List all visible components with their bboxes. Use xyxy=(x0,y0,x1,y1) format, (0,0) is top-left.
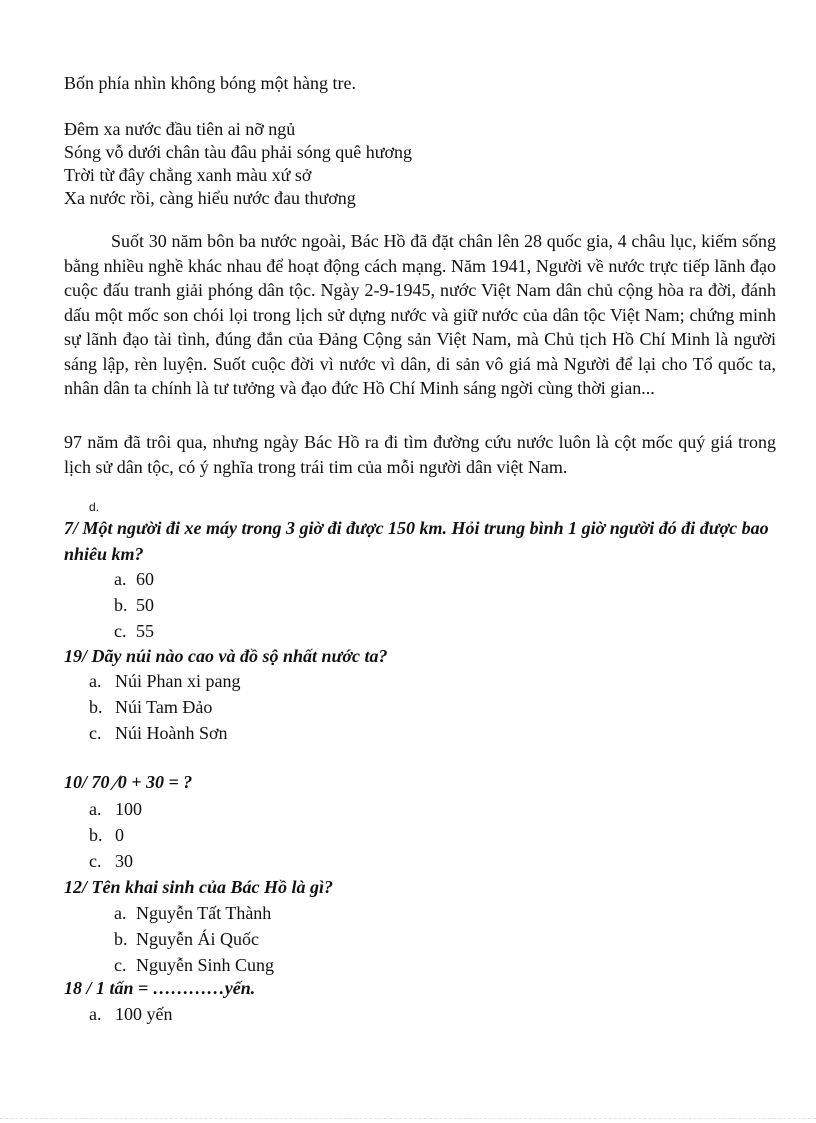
option-text: 100 xyxy=(115,799,142,819)
option-text: Nguyễn Sinh Cung xyxy=(136,955,275,975)
paragraph-bac-ho-journey: Suốt 30 năm bôn ba nước ngoài, Bác Hồ đã đặt chân lên 28 quốc gia, 4 châu lục, kiếm sống bằng nhiều nghề khác nhau để hoạt động cách mạng. Năm 1941, Người về nước trực tiếp lãnh đạo cuộc đấu tranh giải phóng dân tộc. Ngày 2-9-1945, nước Việt Nam dân chủ cộng hòa ra đời, đánh dấu một mốc son chói lọi trong lịch sử dựng nước và giữ nước của dân tộc Việt Nam; chứng minh sự lãnh đạo tài tình, đúng đắn của Đảng Cộng sản Việt Nam, mà Chủ tịch Hồ Chí Minh là người sáng lập, rèn luyện. Suốt cuộc đời vì nước vì dân, di sản vô giá mà Người để lại cho Tổ quốc ta, nhân dân ta chính là tư tưởng và đạo đức Hồ Chí Minh sáng ngời cùng thời gian... xyxy=(64,231,776,398)
option-a[interactable] xyxy=(114,568,154,590)
option-a[interactable] xyxy=(89,1003,173,1025)
stray-label: d. xyxy=(89,500,100,514)
poem-line: Trời từ đây chẳng xanh màu xứ sở xyxy=(64,165,312,185)
option-label: c. xyxy=(89,851,102,871)
option-b[interactable] xyxy=(89,824,124,846)
option-text: 0 xyxy=(115,825,124,845)
question-title-prefix: 10/ 70 xyxy=(64,772,110,792)
option-b[interactable] xyxy=(89,696,212,718)
option-c[interactable] xyxy=(89,722,228,744)
option-c[interactable] xyxy=(89,850,133,872)
poem-line: Sóng vỗ dưới chân tàu đâu phải sóng quê hương xyxy=(64,142,413,162)
option-label: b. xyxy=(114,595,128,615)
option-text: Núi Hoành Sơn xyxy=(115,723,228,743)
option-b[interactable] xyxy=(114,594,154,616)
option-label: c. xyxy=(114,955,127,975)
option-a[interactable] xyxy=(89,798,142,820)
option-text: Núi Phan xi pang xyxy=(115,671,241,691)
option-label: b. xyxy=(114,929,128,949)
option-text: Núi Tam Đảo xyxy=(115,697,213,717)
option-label: a. xyxy=(89,799,102,819)
option-c[interactable] xyxy=(114,954,274,976)
question-title: 19/ Dãy núi nào cao và đồ sộ nhất nước ta? xyxy=(64,646,388,666)
option-text: Nguyễn Ái Quốc xyxy=(136,929,259,949)
question-title xyxy=(64,771,192,793)
option-label: b. xyxy=(89,697,103,717)
option-a[interactable] xyxy=(89,670,241,692)
option-label: b. xyxy=(89,825,103,845)
page-bottom-divider xyxy=(0,1118,816,1119)
question-title: 18 / 1 tấn = …………yến. xyxy=(64,978,256,998)
option-label: a. xyxy=(89,1004,102,1024)
poem-line: Xa nước rồi, càng hiểu nước đau thương xyxy=(64,188,356,208)
option-label: c. xyxy=(114,621,127,641)
option-text: 30 xyxy=(115,851,133,871)
option-text: 100 yến xyxy=(115,1004,173,1024)
question-title-suffix: 0 + 30 = ? xyxy=(117,772,193,792)
option-text: 50 xyxy=(136,595,154,615)
option-label: c. xyxy=(89,723,102,743)
option-text: 60 xyxy=(136,569,154,589)
option-c[interactable] xyxy=(114,620,154,642)
paragraph-97-years: 97 năm đã trôi qua, nhưng ngày Bác Hồ ra đi tìm đường cứu nước luôn là cột mốc quý giá trong lịch sử dân tộc, có ý nghĩa trong trái tim của mỗi người dân việt Nam. xyxy=(64,432,776,477)
option-label: a. xyxy=(89,671,102,691)
checkbox-mark-icon: ⁄​ xyxy=(114,770,118,795)
option-label: a. xyxy=(114,903,127,923)
question-title: 7/ Một người đi xe máy trong 3 giờ đi được 150 km. Hỏi trung bình 1 giờ người đó đi được bao nhiêu km? xyxy=(64,518,769,564)
option-text: Nguyễn Tất Thành xyxy=(136,903,272,923)
option-label: a. xyxy=(114,569,127,589)
option-b[interactable] xyxy=(114,928,259,950)
option-text: 55 xyxy=(136,621,154,641)
option-a[interactable] xyxy=(114,902,271,924)
question-title: 12/ Tên khai sinh của Bác Hồ là gì? xyxy=(64,877,334,897)
poem-line: Đêm xa nước đầu tiên ai nỡ ngủ xyxy=(64,119,296,139)
poem-line: Bốn phía nhìn không bóng một hàng tre. xyxy=(64,73,356,93)
